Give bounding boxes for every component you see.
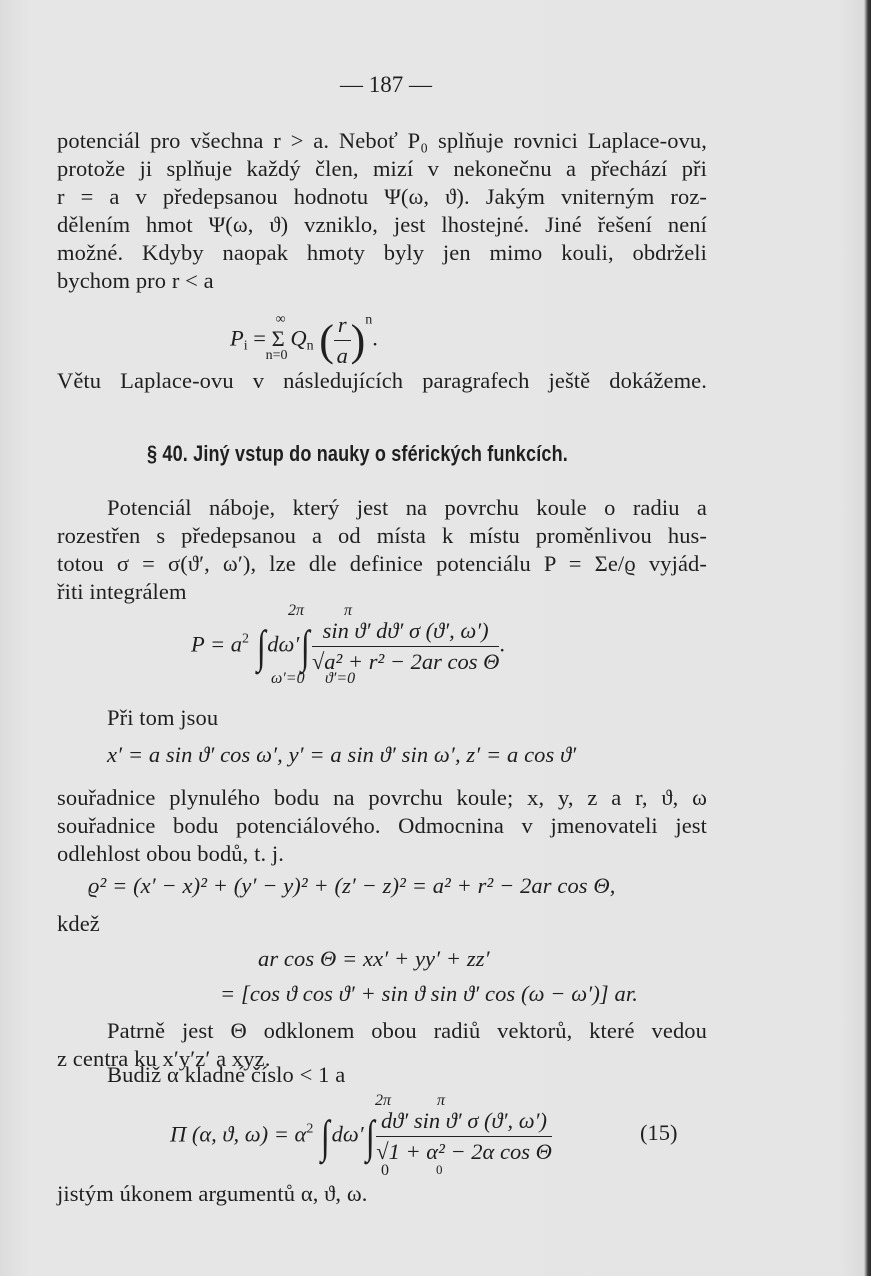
- equation-pi-series: $P_i$ = ∞ Σ n=0 $Q_n$ ( $\frac{r}{a}$ )$^n$.: [230, 311, 378, 368]
- lower-limit-1: 0: [381, 1162, 389, 1179]
- text-line: kdež: [57, 911, 100, 936]
- text-line: odlehlost obou bodů, t. j.: [57, 841, 284, 866]
- fraction: $\frac{\text{sin ϑ′ dϑ′ σ (ϑ′, ω′)}}{\text{√a² + r² − 2ar cos Θ}}$: [311, 618, 500, 674]
- text-line: souřadnice plynulého bodu na povrchu koule; x, y, z a r, ϑ, ω: [57, 785, 707, 810]
- eq-lhs: P: [230, 325, 244, 351]
- text-line: Budiž α kladné číslo < 1 a: [107, 1062, 346, 1087]
- text-line: Větu Laplace-ovu v následujících paragrafech ještě dokážeme.: [57, 368, 707, 393]
- text-line: totou σ = σ(ϑ′, ω′), lze dle definice potenciálu P = Σe/ϱ vyjád-: [57, 551, 707, 576]
- text-line: Potenciál náboje, který jest na povrchu koule o radiu a: [107, 495, 707, 520]
- paren-open: (: [319, 316, 334, 365]
- upper-limit-1: 2π: [288, 602, 305, 619]
- integral-sign: ∫: [320, 1111, 330, 1162]
- eq-exp: n: [365, 312, 373, 328]
- fraction: $\frac{r}{a}$: [334, 312, 351, 369]
- text-line: bychom pro r < a: [57, 268, 214, 293]
- paren-close: ): [350, 316, 366, 365]
- equation-number: (15): [640, 1120, 678, 1145]
- text-line: dělením hmot Ψ(ω, ϑ) vzniklo, jest lhostejné. Jiné řešení není: [57, 212, 707, 237]
- eq-q: Q: [290, 325, 307, 351]
- eq-lhs-sub: i: [243, 338, 248, 354]
- upper-limit-2: π: [437, 1092, 446, 1109]
- integral-sign: ∫: [301, 621, 311, 672]
- sum-sign: Σ: [271, 325, 285, 351]
- fraction: $\frac{\text{dϑ′ sin ϑ′ σ (ϑ′, ω′)}}{\text{√1 + α² − 2α cos Θ}}$: [376, 1108, 552, 1164]
- text-line: řiti integrálem: [57, 579, 187, 604]
- text-line: Při tom jsou: [107, 705, 219, 730]
- equation-distance: ϱ² = (x′ − x)² + (y′ − y)² + (z′ − z)² = a² + r² − 2ar cos Θ,: [88, 873, 616, 898]
- text-line: protože ji splňuje každý člen, mizí v nekonečnu a přechází při: [57, 156, 707, 181]
- sum-upper: ∞: [275, 311, 286, 327]
- upper-limit-1: 2π: [375, 1092, 392, 1109]
- equation-cos-theta-2: = [cos ϑ cos ϑ′ + sin ϑ sin ϑ′ cos (ω − ω′)] ar.: [220, 981, 638, 1006]
- lower-limit-2: 0: [436, 1162, 443, 1177]
- integral-sign: ∫: [256, 621, 266, 672]
- equation-potential-integral: 2π π ω′=0 ϑ′=0 $P = a^2$ ∫dω′∫ $\frac{\text{sin ϑ′ dϑ′ σ (ϑ′, ω′)}}{\text{√a² + r² − 2ar cos Θ}}$ .: [191, 602, 506, 687]
- text-line: jistým úkonem argumentů α, ϑ, ω.: [57, 1181, 368, 1206]
- text-line: rozestřen s předepsanou a od místa k místu proměnlivou hus-: [57, 523, 707, 548]
- equation-cos-theta-1: ar cos Θ = xx′ + yy′ + zz′: [258, 946, 490, 971]
- equation-15: 2π π 0 0 Π (α, ϑ, $\omega) = \alpha^2$ ∫dω′∫ $\frac{\text{dϑ′ sin ϑ′ σ (ϑ′, ω′)}}{\text{√1 + α² − 2α cos Θ}}$ (15): [170, 1092, 678, 1179]
- eq-lhs: P = a: [191, 631, 243, 657]
- eq-lhs: Π (α, ϑ, ω) = α: [170, 1121, 307, 1147]
- upper-limit-2: π: [344, 602, 353, 619]
- text-line: možné. Kdyby naopak hmoty byly jen mimo kouli, obdrželi: [57, 240, 707, 265]
- text-line: souřadnice bodu potenciálového. Odmocnina v jmenovateli jest: [57, 813, 707, 838]
- sum-lower: n=0: [265, 347, 288, 363]
- text-line: Patrně jest Θ odklonem obou radiů vektorů, které vedou: [107, 1018, 707, 1043]
- text-line: r = a v předepsanou hodnotu Ψ(ω, ϑ). Jakým vniterným roz-: [57, 184, 707, 209]
- text-line: potenciál pro všechna r > a. Neboť P₀ splňuje rovnici Laplace-ovu,: [57, 128, 707, 153]
- eq-q-sub: n: [306, 338, 314, 354]
- page-number: — 187 —: [340, 72, 432, 97]
- lower-limit-2: ϑ′=0: [325, 670, 356, 687]
- section-heading: § 40. Jiný vstup do nauky o sférických funkcích.: [147, 441, 568, 466]
- equation-coordinates: x′ = a sin ϑ′ cos ω′, y′ = a sin ϑ′ sin ω′, z′ = a cos ϑ′: [107, 742, 577, 767]
- text-line: z centra ku x′y′z′ a xyz.: [57, 1046, 271, 1071]
- integral-sign: ∫: [365, 1111, 375, 1162]
- eq-equals: =: [247, 325, 272, 351]
- lower-limit-1: ω′=0: [271, 670, 305, 687]
